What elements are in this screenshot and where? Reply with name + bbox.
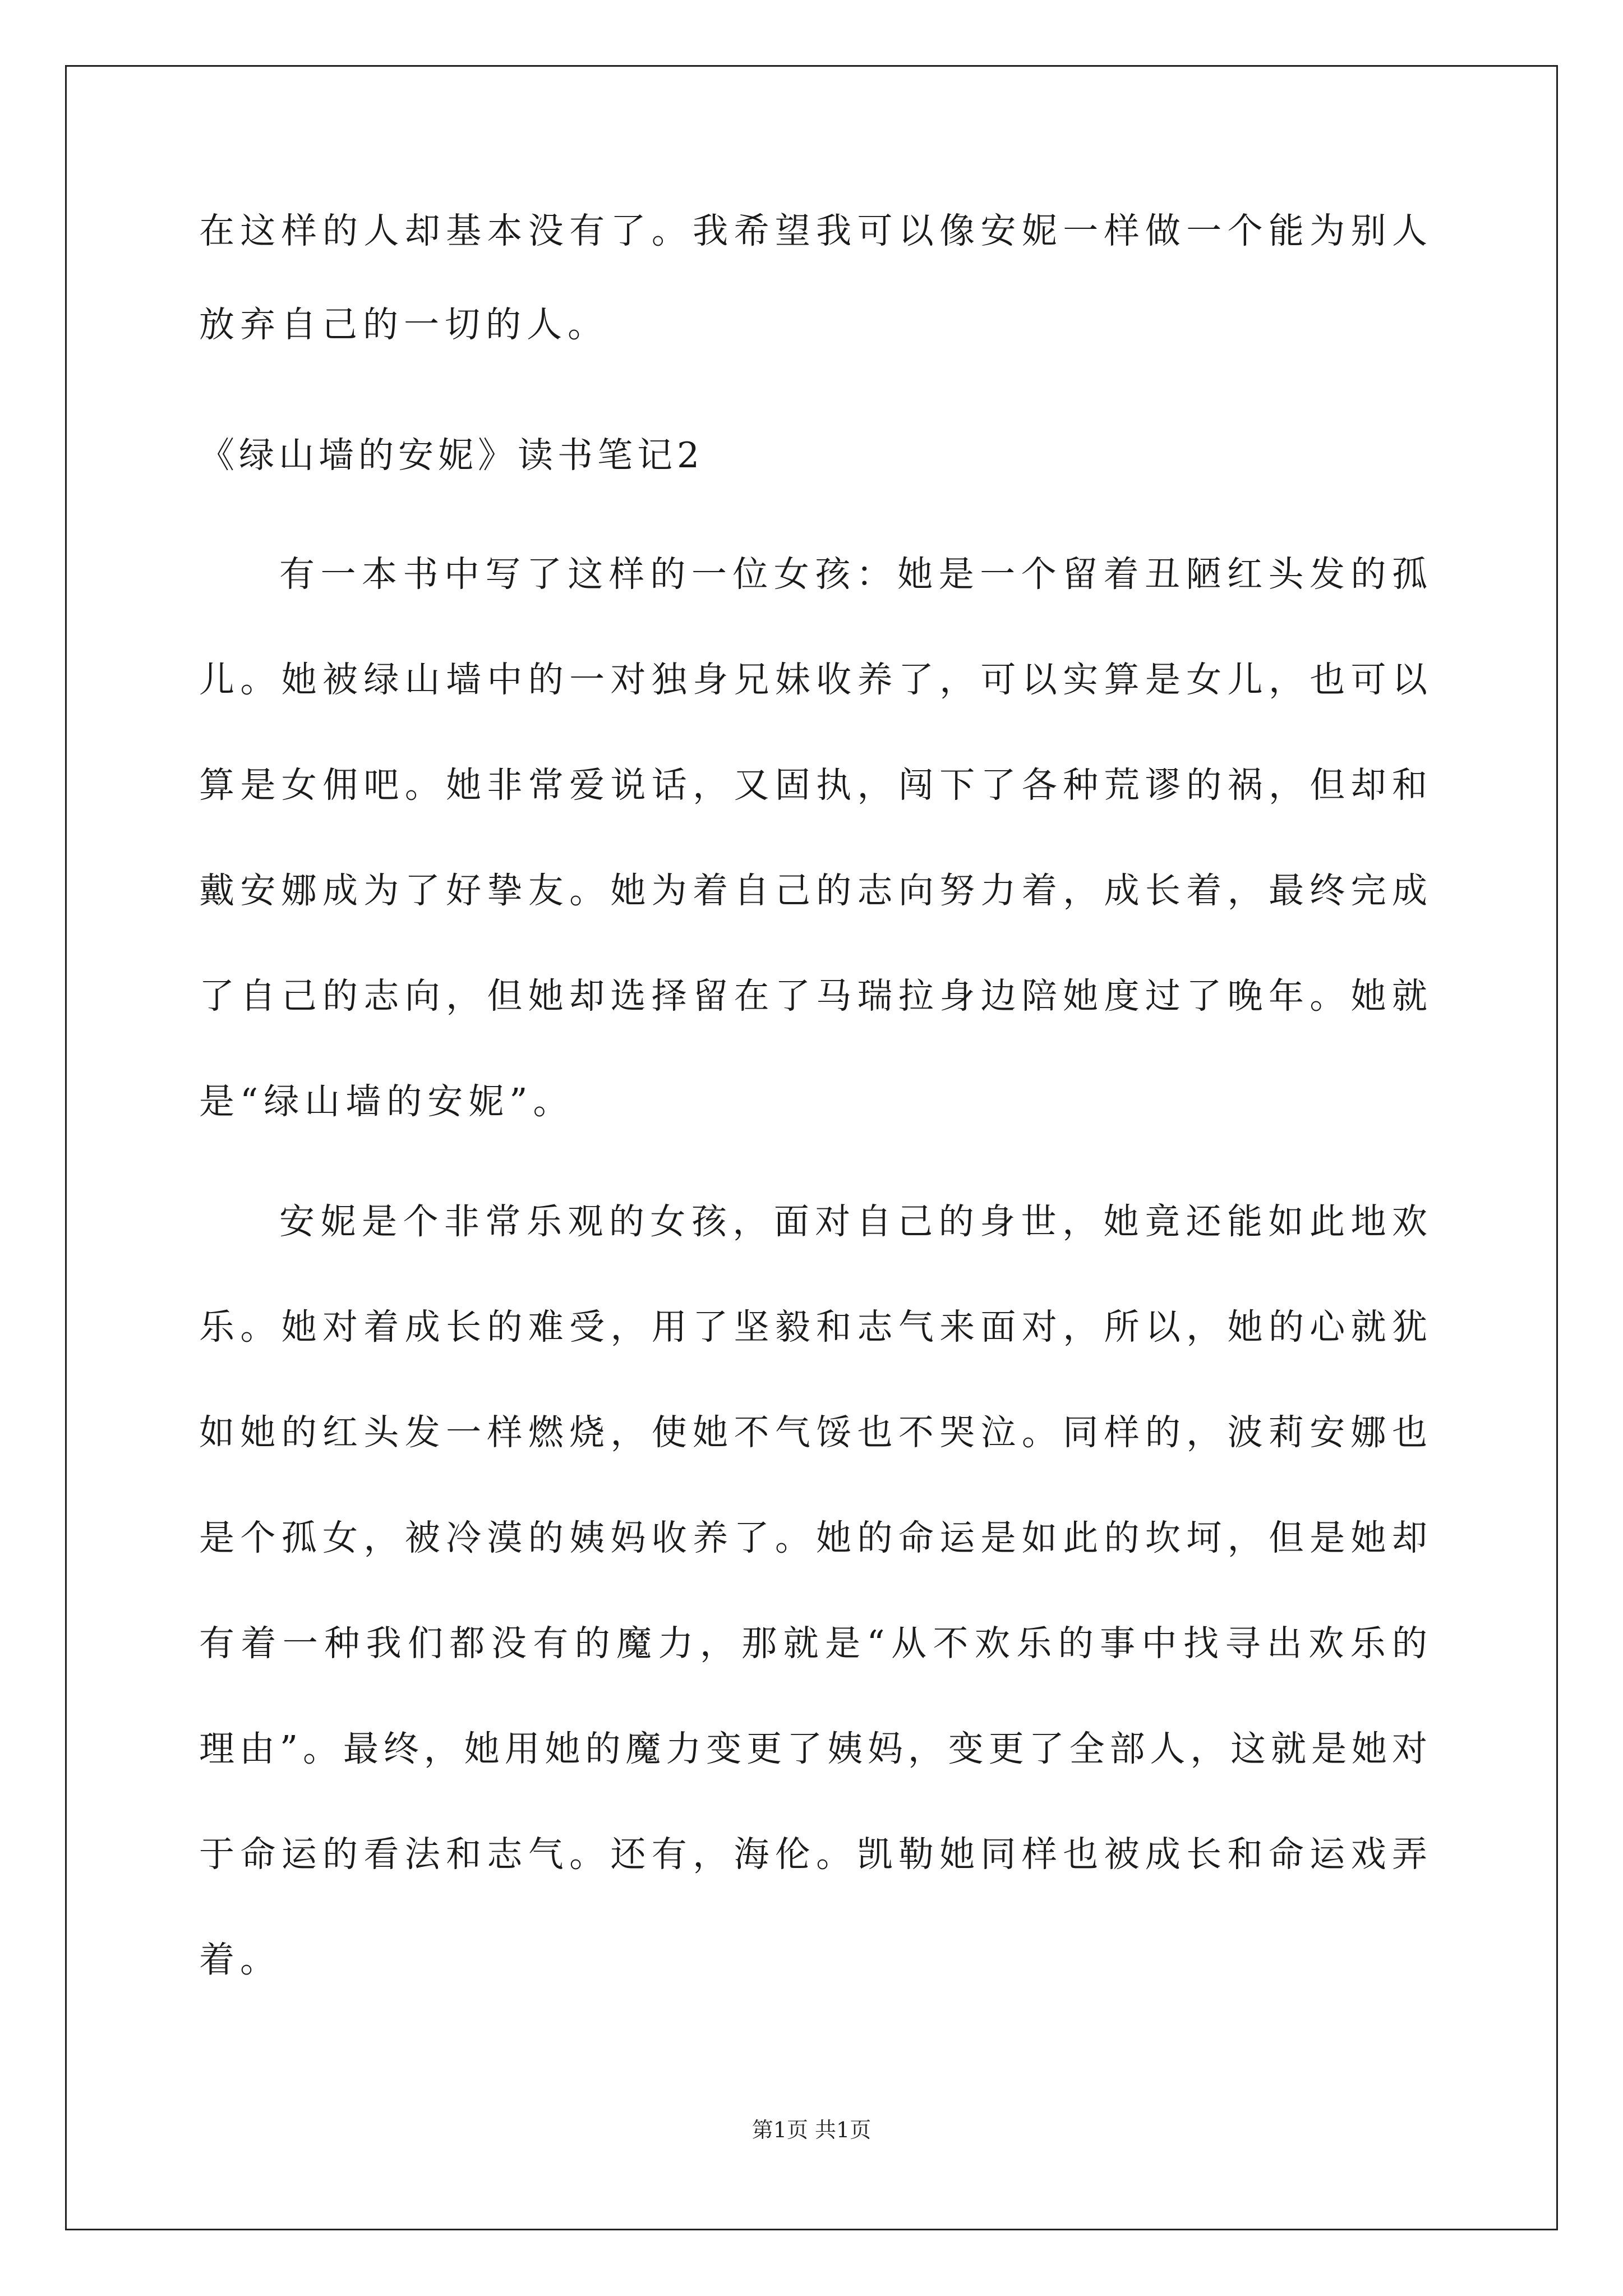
paragraph-line: 了自己的志向，但她却选择留在了马瑞拉身边陪她度过了晚年。她就	[199, 976, 1427, 1016]
paragraph-line: 戴安娜成为了好挚友。她为着自己的志向努力着，成长着，最终完成	[199, 870, 1427, 911]
paragraph-line: 于命运的看法和志气。还有，海伦。凯勒她同样也被成长和命运戏弄	[199, 1834, 1427, 1875]
paragraph-line: 乐。她对着成长的难受，用了坚毅和志气来面对，所以，她的心就犹	[199, 1306, 1427, 1347]
paragraph-line: 算是女佣吧。她非常爱说话，又固执，闯下了各种荒谬的祸，但却和	[199, 765, 1427, 806]
paragraph-line: 儿。她被绿山墙中的一对独身兄妹收养了，可以实算是女儿，也可以	[199, 659, 1427, 700]
paragraph-line: 理由”。最终，她用她的魔力变更了姨妈，变更了全部人，这就是她对	[199, 1728, 1427, 1769]
section-heading: 《绿山墙的安妮》读书笔记2	[199, 435, 704, 476]
paragraph-line: 是“绿山墙的安妮”。	[199, 1081, 574, 1122]
page-border	[65, 65, 1558, 2230]
paragraph-line: 着。	[199, 1939, 281, 1980]
paragraph-line: 是个孤女，被冷漠的姨妈收养了。她的命运是如此的坎坷，但是她却	[199, 1517, 1427, 1558]
paragraph-line: 如她的红头发一样燃烧，使她不气馁也不哭泣。同样的，波莉安娜也	[199, 1412, 1427, 1453]
page-number: 第1页 共1页	[751, 2118, 872, 2142]
paragraph-line: 安妮是个非常乐观的女孩，面对自己的身世，她竟还能如此地欢	[279, 1201, 1427, 1242]
paragraph-line: 有一本书中写了这样的一位女孩：她是一个留着丑陋红头发的孤	[279, 554, 1427, 595]
paragraph-line: 有着一种我们都没有的魔力，那就是“从不欢乐的事中找寻出欢乐的	[199, 1623, 1427, 1664]
body-line: 放弃自己的一切的人。	[199, 304, 608, 345]
body-line: 在这样的人却基本没有了。我希望我可以像安妮一样做一个能为别人	[199, 210, 1427, 251]
